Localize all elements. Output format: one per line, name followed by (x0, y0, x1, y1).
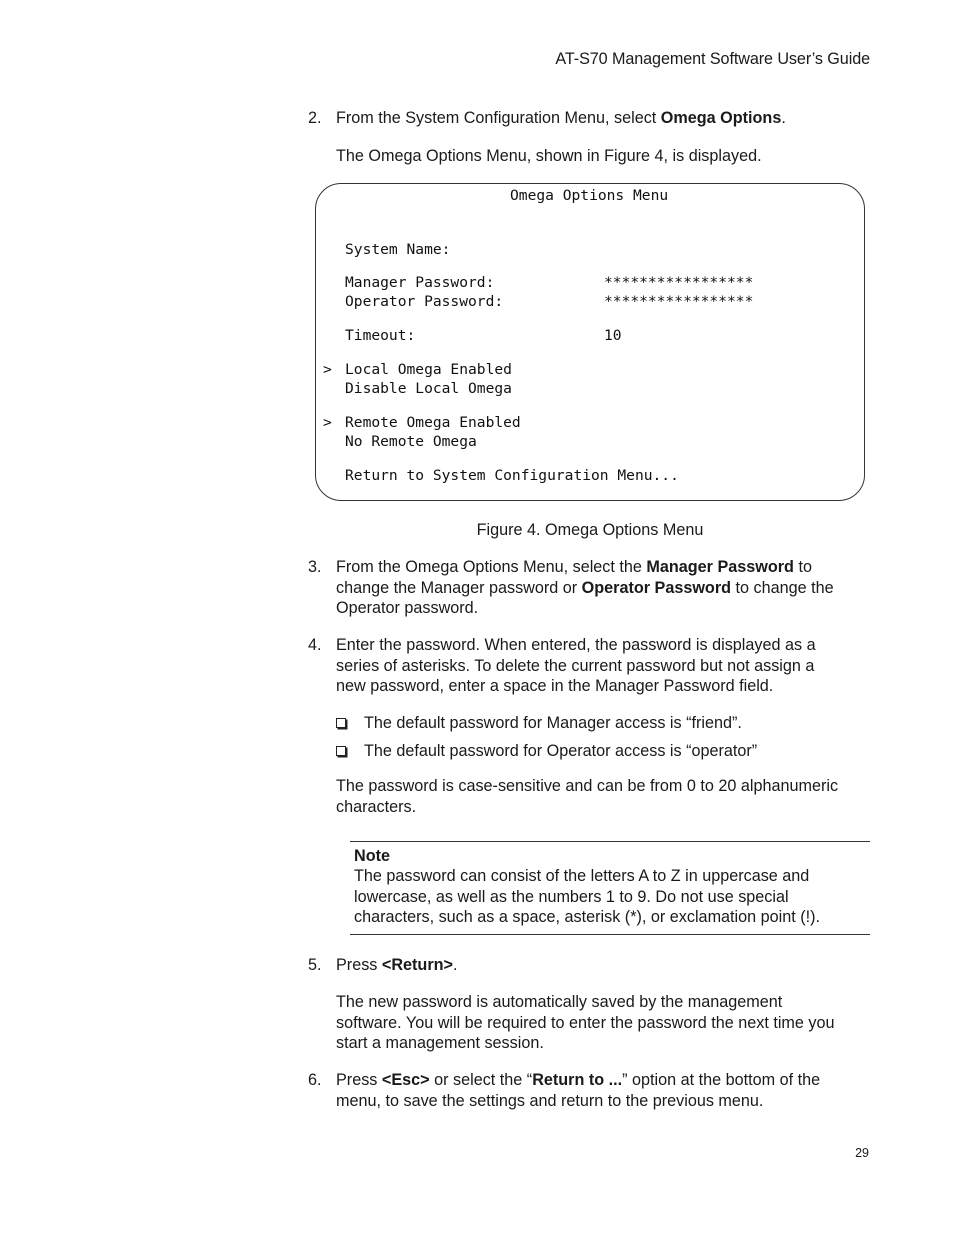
remote-omega-enabled: Remote Omega Enabled (345, 414, 521, 431)
manager-password-value: ***************** (604, 274, 754, 291)
password-rule-paragraph: The password is case-sensitive and can be from 0 to 20 alphanumeric characters. (336, 777, 839, 816)
step-2-followup: The Omega Options Menu, shown in Figure 4, is displayed. (336, 147, 762, 165)
running-header: AT-S70 Management Software User’s Guide (555, 50, 870, 68)
menu-title: Omega Options Menu (510, 187, 669, 204)
step-number: 6. (308, 1071, 322, 1089)
checkbox-bullet-icon (336, 718, 346, 728)
no-remote-omega: No Remote Omega (345, 433, 477, 450)
step-5-followup: The new password is automatically saved by the management software. You will be required to enter the password the next time you start a management session. (336, 993, 835, 1052)
operator-password-label: Operator Password: (345, 293, 504, 310)
timeout-value: 10 (604, 327, 622, 344)
system-name-label: System Name: (345, 241, 451, 258)
bold-term: Operator Password (581, 578, 732, 597)
note-text: The password can consist of the letters A to Z in uppercase and lowercase, as well as the numbers 1 to 9. Do not use special characters, such as a space, asterisk (*), or exclamation point (!). (354, 867, 821, 926)
bold-term: Return to ... (532, 1071, 623, 1089)
step-2 (308, 108, 868, 129)
step-text: Press <Return>. (336, 956, 458, 974)
step-number: 2. (308, 109, 322, 127)
figure-caption: Figure 4. Omega Options Menu (476, 521, 704, 539)
bold-term: <Return> (381, 956, 453, 974)
step-number: 3. (308, 558, 322, 576)
operator-password-value: ***************** (604, 293, 754, 310)
manager-password-label: Manager Password: (345, 274, 495, 291)
step-number: 5. (308, 956, 322, 974)
omega-options-menu-figure (315, 183, 865, 501)
step-text: From the System Configuration Menu, select Omega Options. (336, 109, 786, 127)
local-selected-marker: > (323, 361, 332, 378)
step-5 (308, 955, 868, 976)
bullet-item: The default password for Manager access is “friend”. (336, 713, 742, 734)
step-6 (308, 1070, 868, 1111)
step-4 (308, 635, 868, 697)
step-text: Enter the password. When entered, the password is displayed as a series of asterisks. To delete the current password but not assign a new password, enter a space in the Manager Password field. (336, 636, 816, 695)
note-title: Note (354, 847, 390, 865)
disable-local-omega: Disable Local Omega (345, 380, 512, 397)
return-option: Return to System Configuration Menu... (345, 467, 679, 484)
timeout-label: Timeout: (345, 327, 416, 344)
bold-term: <Esc> (381, 1071, 430, 1089)
checkbox-bullet-icon (336, 746, 346, 756)
bold-term: Omega Options (660, 109, 782, 127)
bullet-item: The default password for Operator access is “operator” (336, 741, 757, 762)
page-number: 29 (855, 1146, 869, 1160)
step-text: From the Omega Options Menu, select the Manager Password to change the Manager password or Operator Password to change the Operator password. (336, 558, 834, 617)
step-3 (308, 557, 868, 619)
note-box (350, 841, 870, 935)
step-text: Press <Esc> or select the “Return to ...” option at the bottom of the menu, to save the settings and return to the previous menu. (336, 1071, 821, 1110)
remote-selected-marker: > (323, 414, 332, 431)
local-omega-enabled: Local Omega Enabled (345, 361, 512, 378)
bold-term: Manager Password (646, 558, 794, 576)
step-number: 4. (308, 636, 322, 654)
